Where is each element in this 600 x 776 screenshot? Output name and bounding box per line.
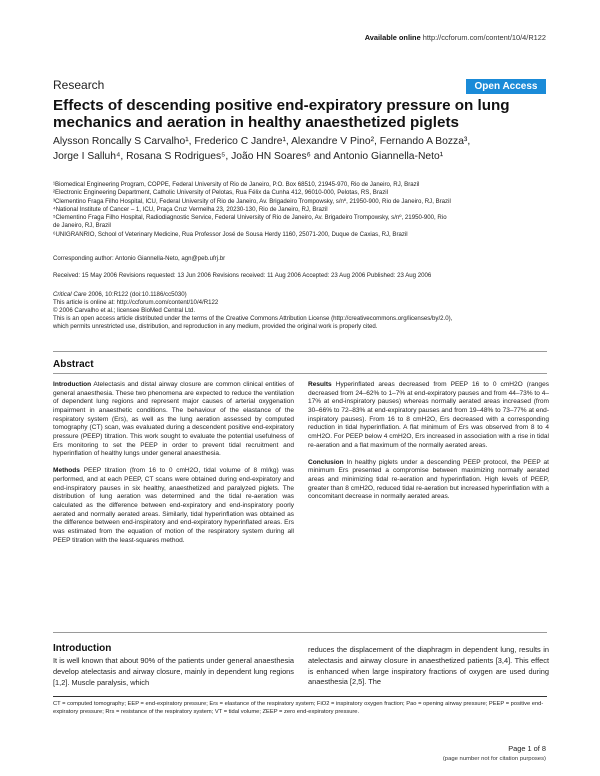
affiliations — [53, 181, 550, 239]
open-access-badge: Open Access — [466, 79, 546, 94]
citation-details: 2006, 10:R122 (doi:10.1186/cc5030) — [86, 291, 187, 298]
journal-name: Critical Care — [53, 291, 87, 298]
introduction-left-text: It is well known that about 90% of the patients under general anaesthesia develop atelectasis and airway closure, mainly in dependent lung regions [1,2]. Muscle paralysis, which — [53, 656, 294, 687]
publication-dates: Received: 15 May 2006 Revisions requested: 13 Jun 2006 Revisions received: 11 Aug 2006 Accepted: 23 Aug 2006 Published: 23 Aug 2006 — [53, 272, 432, 279]
abstract-introduction — [53, 381, 294, 459]
citation-block — [53, 291, 553, 331]
results-text: Hyperinflated areas decreased from PEEP 16 to 0 cmH2O (ranges decreased from 24–62% to 1–7% at end-expiratory pauses and from 44–73% to 4–17% at end-inspiratory pauses) whereas normally aerated areas increased (from 30–66% to 72–83% at end-expiratory pauses and from 19–48% to 73–77% at end-inspiratory pauses). From 16 to 8 cmH2O, Ers decreased with a corresponding reduction in tidal hyperinflation. A flat minimum of Ers was observed from 8 to 4 cmH2O. For PEEP below 4 cmH2O, Ers increased in association with a rise in tidal re-aeration and a flat maximum of the normally aerated areas. — [308, 381, 549, 449]
abbreviations-footnote: CT = computed tomography; EEP = end-expiratory pressure; Ers = elastance of the respiratory system; FiO2 = inspiratory oxygen fraction; Pao = opening airway pressure; PEEP = positive end-expiratory pressure; Rrs = resistance of the respiratory system; VT = tidal volume; ZEEP = zero end-expiratory pressure. — [53, 701, 544, 715]
abstract-methods — [53, 467, 294, 545]
intro-text: Atelectasis and distal airway closure are common clinical entities of general anaesthesia. These two phenomena are expected to reduce the ventilation of dependent lung regions and represent major causes of arterial oxygenation impairment in anaesthetic conditions. The behaviour of the elastance of the respiratory system (Ers), as well as the lung aeration assessed by computed tomography (CT) scan, was evaluated during a descendent positive end-expiratory pressure (PEEP) titration. This work sought to evaluate the potential usefulness of Ers monitoring to set the PEEP in order to prevent tidal recruitment and hyperinflation of healthy lungs under general anaesthesia. — [53, 381, 294, 458]
abstract-conclusion — [308, 459, 549, 502]
abstract-bottom-rule — [53, 632, 547, 633]
authors-line: Jorge I Salluh⁴, Rosana S Rodrigues⁵, João HN Soares⁶ and Antonio Giannella-Neto¹ — [53, 151, 444, 162]
methods-text: PEEP titration (from 16 to 0 cmH2O, tidal volume of 8 ml/kg) was performed, and at each PEEP, CT scans were obtained during end-expiratory and end-inspiratory pauses in six healthy, anaesthetized and paralyzed piglets. The distribution of lung aeration was determined and the tidal re-aeration was calculated as the difference between end-expiratory and end-inspiratory poorly aerated and normally aerated areas. Similarly, tidal hyperinflation was obtained as the difference between end-inspiratory and end-expiratory hyperinflated areas. Ers was estimated from the equation of motion of the respiratory system during all PEEP titration with the least-squares method. — [53, 467, 294, 544]
corresponding-author: Corresponding author: Antonio Giannella-Neto, agn@peb.ufrj.br — [53, 255, 226, 262]
affiliation-line: ⁴National Institute of Cancer – 1, ICU, Praça Cruz Vermelha 23, 20230-130, Rio de Janeiro, RJ, Brazil — [53, 205, 328, 213]
license-line: This is an open access article distributed under the terms of the Creative Commons Attribution License (http://creativecommons.org/licenses/by/2.0), — [53, 315, 453, 323]
section-label: Research — [53, 78, 105, 92]
affiliation-line: ¹Biomedical Engineering Program, COPPE, Federal University of Rio de Janeiro, P.O. Box 68510, 21945-970, Rio de Janeiro, RJ, Brazil — [53, 181, 420, 188]
results-label: Results — [308, 381, 332, 388]
online-line: This article is online at: http://ccforum.com/content/10/4/R122 — [53, 299, 219, 307]
abstract-right-column — [308, 381, 549, 511]
page-note: (page number not for citation purposes) — [442, 756, 546, 762]
affiliation-line: ⁶UNIGRANRIO, School of Veterinary Medicine, Rua Professor José de Sousa Herdy 1160, 25071-200, Duque de Caxias, RJ, Brazil — [53, 230, 408, 238]
methods-label: Methods — [53, 467, 80, 475]
introduction-heading: Introduction — [53, 643, 112, 654]
intro-label: Introduction — [53, 381, 92, 388]
affiliation-line: ²Electronic Engineering Department, Catholic University of Pelotas, Rua Félix da Cunha 412, 96010-000, Pelotas, RS, Brazil — [53, 189, 388, 197]
article-title: Effects of descending positive end-expiratory pressure on lung mechanics and aeration in healthy anaesthetized piglets — [53, 97, 510, 131]
authors-line: Alysson Roncally S Carvalho¹, Frederico C Jandre¹, Alexandre V Pino², Fernando A Bozza³, — [53, 136, 471, 147]
availability-line — [365, 33, 546, 42]
conclusion-label: Conclusion — [308, 458, 344, 466]
license-line: which permits unrestricted use, distribution, and reproduction in any medium, provided the original work is properly cited. — [53, 323, 378, 331]
abstract-rule — [53, 373, 547, 374]
page-number: Page 1 of 8 — [508, 744, 546, 753]
abstract-left-column — [53, 381, 294, 554]
citation-line — [53, 291, 553, 299]
introduction-right-text: reduces the displacement of the diaphragm in dependent lung, results in atelectasis and airway closure in anaesthetized patients [3,4]. This effect is enhanced when large inspiratory fractions of oxygen are used during anaesthesia [2,5]. The — [308, 645, 549, 687]
affiliation-line: ³Clementino Fraga Filho Hospital, ICU, Federal University of Rio de Janeiro, Av. Brigadeiro Trompowsky, s/nº, 21950-900, Rio de Janeiro, RJ, Brazil — [53, 197, 451, 205]
available-label: Available online — [364, 33, 421, 42]
article-url[interactable]: http://ccforum.com/content/10/4/R122 — [422, 33, 546, 42]
abstract-results — [308, 381, 549, 450]
author-list — [53, 134, 553, 164]
copyright-line: © 2006 Carvalho et al.; licensee BioMed Central Ltd. — [53, 307, 196, 315]
affiliation-line: de Janeiro, RJ, Brazil — [53, 222, 111, 230]
conclusion-text: In healthy piglets under a descending PEEP protocol, the PEEP at minimum Ers presented a compromise between maximizing normally aerated areas and minimizing tidal re-aeration and hyperinflation. High levels of PEEP, greater than 8 cmH2O, reduced tidal re-aeration but increased hyperinflation with a concomitant decrease in normally aerated areas. — [308, 458, 549, 501]
abstract-heading: Abstract — [53, 359, 94, 370]
footnote-rule — [53, 696, 547, 697]
abstract-top-rule — [53, 351, 547, 352]
affiliation-line: ⁵Clementino Fraga Filho Hospital, Radiodiagnostic Service, Federal University of Rio de Janeiro, Av. Brigadeiro Trompowsky, s/nº, 21950-900, Rio — [53, 214, 447, 222]
